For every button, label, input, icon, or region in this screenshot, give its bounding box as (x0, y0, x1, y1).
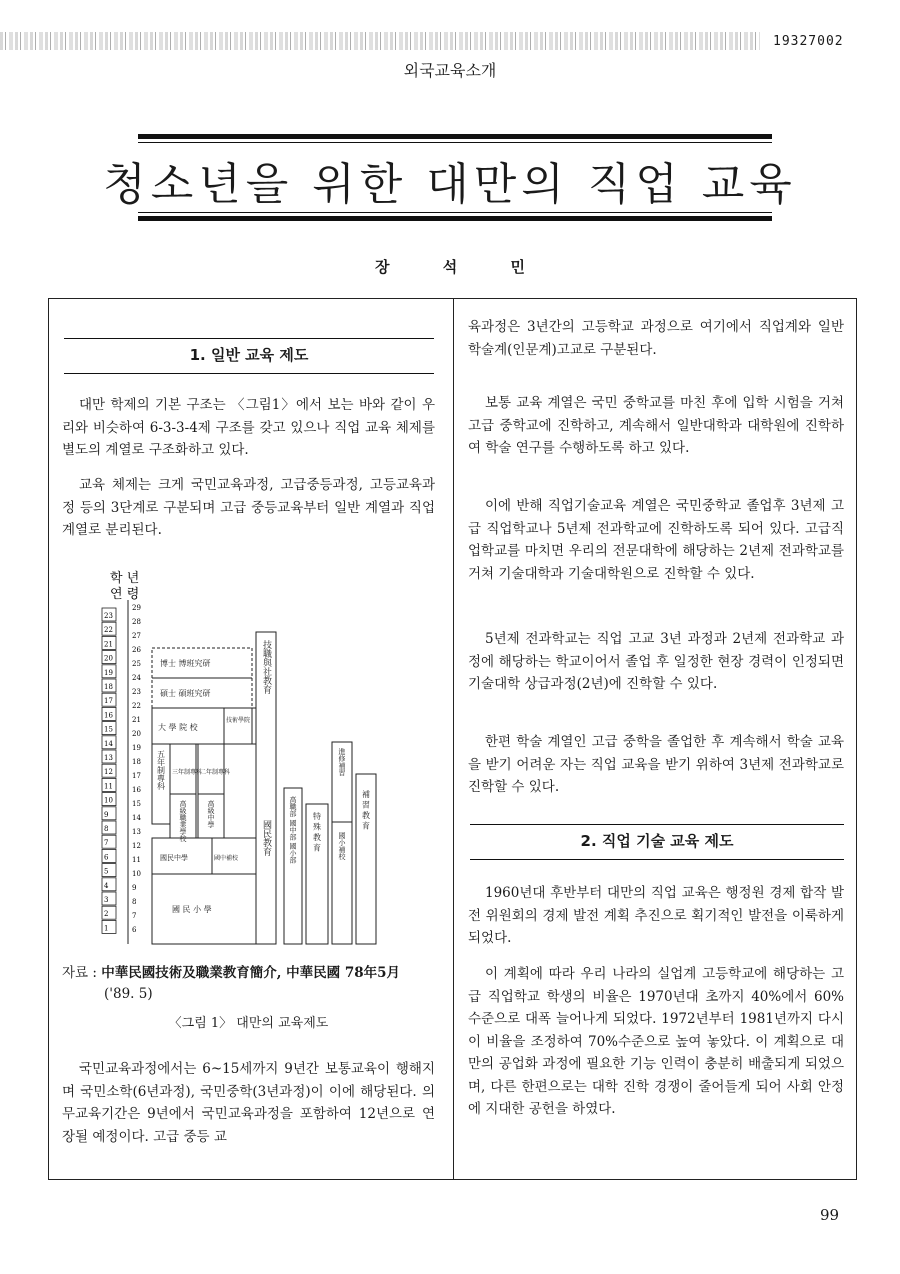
age-tick-label: 6 (132, 926, 137, 934)
grade-tick-label: 16 (104, 711, 113, 720)
section-heading-2: 2. 직업 기술 교육 제도 (470, 824, 844, 860)
grade-tick-label: 13 (104, 754, 113, 762)
age-tick-label: 29 (132, 604, 141, 612)
column-divider (453, 298, 454, 1180)
age-tick-label: 27 (132, 632, 141, 640)
left-paragraph-3: 국민교육과정에서는 6~15세까지 9년간 보통교육이 행해지며 국민소학(6년과정), 국민중학(3년과정)이 이에 해당된다. 의무교육기간은 9년에서 국민교육과정을 포함하여 12년으로 연장될 예정이다. 고급 중등 교 (62, 1061, 435, 1145)
grade-tick-label: 23 (104, 612, 113, 620)
age-tick-label: 22 (132, 702, 141, 710)
label-adult-vocational: 技職與社教育 (261, 640, 271, 694)
grade-tick-label: 5 (104, 867, 109, 876)
age-tick-column (128, 600, 141, 944)
grade-tick-label: 7 (104, 839, 109, 848)
right-paragraph-5: 1960년대 후반부터 대만의 직업 교육은 행정원 경제 합작 발전 위원회의 경제 발전 계획 추진으로 획기적인 발전을 이룩하게 되었다. (468, 885, 844, 946)
age-tick-label: 17 (132, 772, 141, 780)
label-special-education: 特 殊 教 育 (312, 812, 322, 852)
grade-tick-label: 15 (104, 725, 113, 734)
grade-tick-label: 20 (104, 654, 113, 663)
age-tick-label: 16 (132, 786, 141, 794)
right-paragraph-6: 이 계획에 따라 우리 나라의 실업계 고등학교에 해당하는 고급 직업학교 학생의 비율은 1970년대 초까지 40%에서 60% 수준으로 대폭 늘어나게 되었다. 1972년부터 1981년까지 다시 이 비율을 조정하여 70%수준으로 높여 놓았다. 이 계획으로 대만의 공업화 과정에 필요한 기능 인력이 충분히 배출되게 되었으며, 다른 한편으로는 대학 진학 경쟁이 줄어들게 되어 사회 안정에 지대한 공헌을 하였다. (468, 966, 844, 1117)
label-vocational: 高級職業學校 (179, 800, 187, 842)
grade-tick-label: 19 (104, 668, 113, 677)
source-text: 中華民國技術及職業教育簡介, 中華民國 78年5月 (101, 965, 400, 981)
age-tick-label: 25 (132, 660, 141, 668)
label-elementary: 國 民 小 學 (172, 905, 212, 914)
age-tick-label: 18 (132, 758, 141, 766)
page-number: 99 (820, 1206, 840, 1224)
title-rule-bottom-thin (138, 212, 772, 213)
age-tick-label: 26 (132, 646, 141, 654)
left-paragraph-2: 교육 체제는 크게 국민교육과정, 고급중등과정, 고등교육과정 등의 3단계로 구분되며 고급 중등교육부터 일반 계열과 직업 계열로 분리된다. (62, 477, 435, 538)
right-paragraph-1: 보통 교육 계열은 국민 중학교를 마친 후에 입학 시험을 거쳐 고급 중학교에 진학하고, 계속해서 일반대학과 대학원에 진학하여 학술 연구를 수행하도록 하고 있다. (468, 395, 844, 456)
age-tick-label: 9 (132, 884, 137, 892)
left-paragraph-1: 대만 학제의 기본 구조는 〈그림1〉에서 보는 바와 같이 우리와 비슷하여 6-3-3-4제 구조를 갖고 있으나 직업 교육 체제를 별도의 계열로 구조화하고 있다. (62, 397, 435, 458)
label-master: 碩士 碩班究研 (160, 689, 211, 698)
article-title: 청소년을 위한 대만의 직업 교육 (103, 159, 797, 210)
age-tick-label: 19 (132, 744, 141, 752)
title-rule-top-thin (138, 142, 772, 143)
grade-tick-label: 2 (104, 910, 109, 919)
box-tech-college (224, 708, 256, 744)
age-tick-label: 15 (132, 800, 141, 808)
source-date: ('89. 5) (104, 986, 153, 1002)
label-senior-high: 高級中學 (207, 800, 215, 828)
grade-tick-column (102, 608, 116, 933)
grade-tick-label: 22 (104, 626, 113, 635)
section-label: 외국교육소개 (403, 61, 497, 80)
age-tick-label: 23 (132, 688, 141, 696)
age-tick-label: 12 (132, 842, 141, 850)
right-paragraph-continued: 육과정은 3년간의 고등학교 과정으로 여기에서 직업계와 일반 학술계(인문계)고교로 구분된다. (468, 319, 844, 358)
grade-tick-label: 18 (104, 683, 113, 691)
axis-grade-label: 학 년 (110, 571, 140, 586)
figure-source (62, 962, 400, 984)
right-paragraph-2: 이에 반해 직업기술교육 계열은 국민중학교 졸업후 3년제 고급 직업학교나 5년제 전과학교에 진학하도록 되어 있다. 고급직업학교를 마치면 우리의 전문대학에 해당하는 2년제 전과학교를 거쳐 기술대학과 기술대학원으로 진학할 수 있다. (468, 498, 844, 582)
article-author: 장 석 민 (375, 258, 549, 276)
grade-tick-label: 17 (104, 697, 113, 706)
label-junior-high: 國民中學 (160, 854, 188, 862)
source-label: 자료 : (62, 965, 97, 981)
label-university: 大 學 院 校 (158, 723, 198, 732)
scan-artifact-strip (0, 32, 760, 50)
age-tick-label: 20 (132, 730, 141, 738)
age-tick-label: 14 (132, 814, 141, 822)
label-tech-college: 技術學院 (226, 717, 251, 724)
label-supplementary-education: 補 習 教 育 (361, 790, 371, 830)
title-rule-bottom-thick (138, 216, 772, 221)
age-tick-label: 13 (132, 828, 141, 836)
label-affiliated: 高職部 國中部 國小部 (289, 796, 297, 864)
education-system-figure (60, 560, 450, 950)
age-tick-label: 7 (132, 912, 137, 920)
grade-tick-label: 6 (104, 853, 109, 862)
grade-tick-label: 8 (104, 825, 109, 833)
grade-tick-label: 3 (104, 896, 109, 904)
grade-tick-label: 21 (104, 640, 113, 649)
grade-tick-label: 4 (104, 881, 109, 890)
axis-age-label: 연 령 (110, 587, 140, 602)
label-three-year: 三年制專科 (172, 769, 203, 776)
grade-tick-label: 10 (104, 796, 113, 805)
label-evening-supplementary: 進修補習 (338, 748, 346, 776)
age-tick-label: 21 (132, 716, 141, 724)
label-junior-supplementary: 國中補校 (214, 855, 239, 862)
right-paragraph-4: 한편 학술 계열인 고급 중학을 졸업한 후 계속해서 학술 교육을 받기 어려운 자는 직업 교육을 받기 위하여 3년제 전과학교로 진학할 수 있다. (468, 734, 844, 795)
figure-caption: 〈그림 1〉 대만의 교육제도 (168, 1016, 329, 1031)
right-paragraph-3: 5년제 전과학교는 직업 고교 3년 과정과 2년제 전과학교 과정에 해당하는 학교이어서 졸업 후 일정한 현장 경력이 인정되면 기술대학 상급과정(2년)에 진학할 수 있다. (468, 631, 844, 692)
grade-tick-label: 9 (104, 810, 109, 819)
grade-tick-label: 14 (104, 739, 113, 748)
age-tick-label: 24 (132, 674, 141, 682)
grade-tick-label: 1 (104, 924, 109, 933)
label-five-year: 五年制專科 (156, 750, 166, 790)
title-rule-top-thick (138, 134, 772, 139)
education-system-diagram (60, 560, 450, 950)
label-national-education: 國民教育 (261, 820, 271, 856)
age-tick-label: 11 (132, 856, 141, 864)
section-heading-1: 1. 일반 교육 제도 (64, 338, 434, 374)
label-two-year: 二年制專科 (200, 769, 231, 776)
age-tick-label: 8 (132, 898, 137, 906)
label-doctoral: 博士 博班究研 (160, 659, 211, 668)
age-tick-label: 28 (132, 618, 141, 626)
age-tick-label: 10 (132, 870, 141, 878)
grade-tick-label: 11 (104, 782, 113, 791)
grade-tick-label: 12 (104, 768, 113, 777)
label-elementary-supplementary: 國小補校 (338, 832, 346, 860)
document-number: 19327002 (773, 34, 844, 49)
